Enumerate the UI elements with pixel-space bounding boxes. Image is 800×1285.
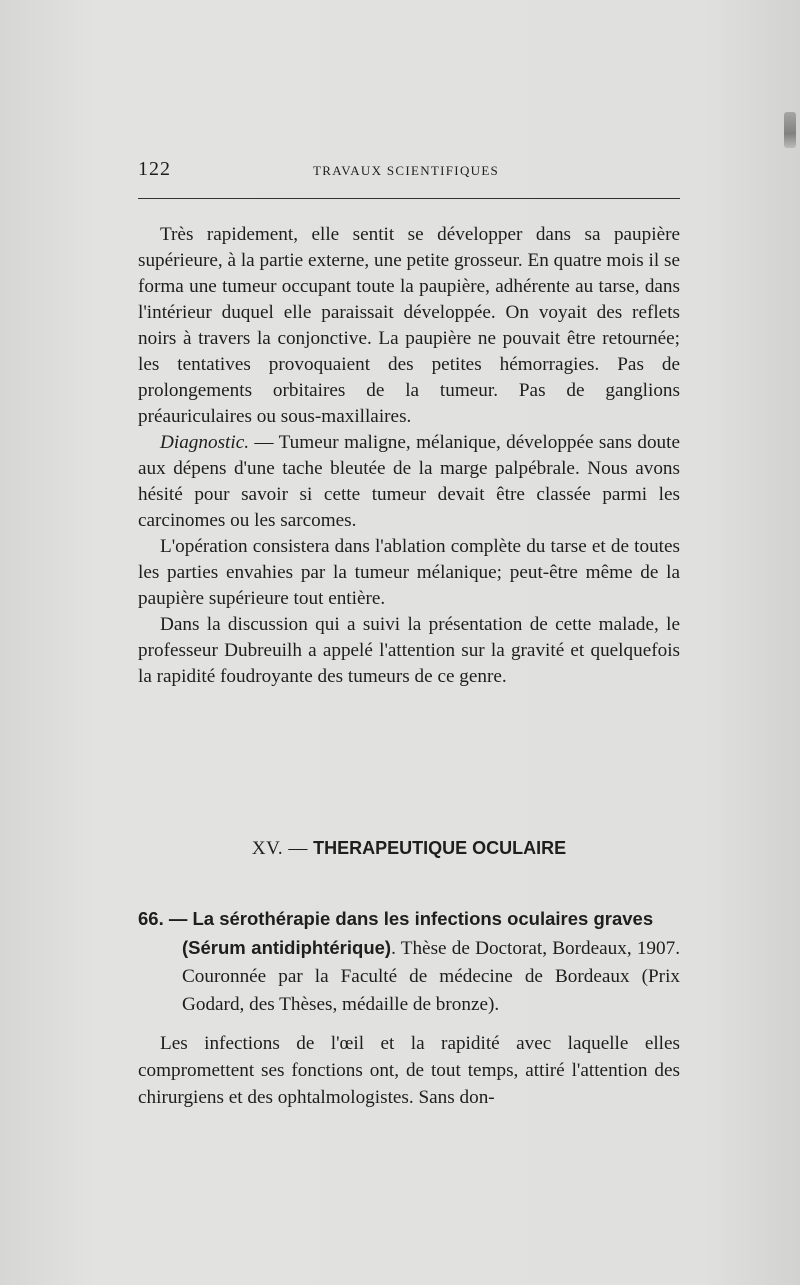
paragraph-operation: L'opération consistera dans l'ablation complète du tarse et de toutes les parties envahies par la tumeur mélanique; peut-être même de la paupière supérieure tout entière. bbox=[138, 536, 680, 609]
running-head bbox=[138, 158, 678, 186]
entry-title: 66. — La sérothérapie dans les infections oculaires graves bbox=[138, 908, 654, 929]
page-edge-mark bbox=[784, 112, 796, 148]
paragraph-discussion: Dans la discussion qui a suivi la présentation de cette malade, le professeur Dubreuilh a appelé l'attention sur la gravité et quelquefois la rapidité foudroyante des tumeurs de ce genre. bbox=[138, 614, 680, 687]
paragraph-history: Très rapidement, elle sentit se développer dans sa paupière supérieure, à la partie externe, une petite grosseur. En quatre mois il se forma une tumeur occupant toute la paupière, adhérente au tarse, dans l'intérieur duquel elle paraissait développée. On voyait des reflets noirs à travers la conjonctive. La paupière ne pouvait être retournée; les tentatives provoquaient des petites hémorragies. Pas de prolongements orbitaires de la tumeur. Pas de ganglions préauriculaires ou sous-maxillaires. bbox=[138, 224, 680, 427]
section-heading bbox=[138, 838, 680, 860]
running-title: TRAVAUX SCIENTIFIQUES bbox=[313, 163, 500, 178]
diagnostic-label: Diagnostic. bbox=[160, 432, 250, 453]
entry-title-line bbox=[138, 905, 680, 934]
entry-details bbox=[138, 934, 680, 1019]
section-title: THERAPEUTIQUE OCULAIRE bbox=[313, 838, 567, 858]
closing-text bbox=[138, 1030, 680, 1111]
section-number: XV. — bbox=[251, 838, 308, 859]
entry-subtitle: (Sérum antidiphtérique) bbox=[182, 937, 392, 958]
paragraph-infections: Les infections de l'œil et la rapidité avec laquelle elles compromettent ses fonctions ont, de tout temps, attiré l'attention des chirurgiens et des ophtalmologistes. Sans don- bbox=[138, 1033, 680, 1108]
header-rule bbox=[138, 198, 680, 199]
case-report-text bbox=[138, 222, 680, 690]
paragraph-diagnostic bbox=[138, 430, 680, 534]
entry-publication: . Thèse de Doctorat, Bordeaux, 1907. Couronnée par la Faculté de médecine de Bordeaux (Prix Godard, des Thèses, médaille de bronze). bbox=[182, 938, 680, 1015]
bibliography-entry bbox=[138, 905, 680, 1019]
diagnostic-text: — Tumeur maligne, mélanique, développée sans doute aux dépens d'une tache bleutée de la marge palpébrale. Nous avons hésité pour savoir si cette tumeur devait être classée parmi les carcinomes ou les sarcomes. bbox=[138, 432, 680, 531]
page-number: 122 bbox=[138, 158, 171, 180]
